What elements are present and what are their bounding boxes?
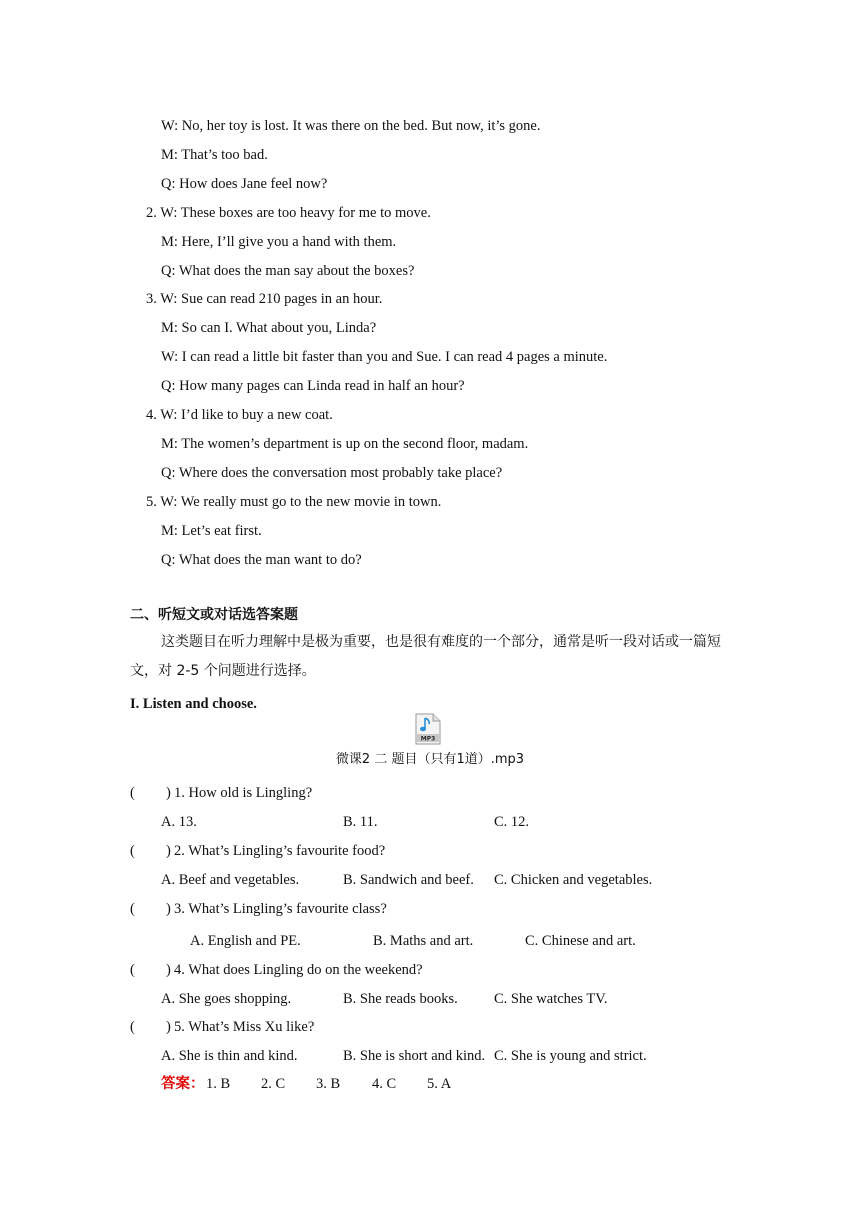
answer-bracket-close: ) <box>166 1019 171 1035</box>
answer-bracket-open: ( <box>130 962 135 978</box>
option-c: C. Chinese and art. <box>525 933 636 949</box>
dialogue-line: Q: How many pages can Linda read in half an hour? <box>161 378 465 394</box>
question-text: 5. What’s Miss Xu like? <box>174 1019 315 1035</box>
option-a: A. She goes shopping. <box>161 991 292 1007</box>
option-c: C. She watches TV. <box>494 991 608 1007</box>
option-a: A. 13. <box>161 814 197 830</box>
answer-bracket-open: ( <box>130 843 135 859</box>
option-c: C. Chicken and vegetables. <box>494 872 653 888</box>
answer-bracket-open: ( <box>130 785 135 801</box>
option-c: C. She is young and strict. <box>494 1048 647 1064</box>
dialogue-line: W: I can read a little bit faster than you and Sue. I can read 4 pages a minute. <box>161 349 608 365</box>
question-text: 4. What does Lingling do on the weekend? <box>174 962 423 978</box>
dialogue-line: M: Here, I’ll give you a hand with them. <box>161 234 397 250</box>
dialogue-line: 2. W: These boxes are too heavy for me to move. <box>146 205 431 221</box>
option-b: B. 11. <box>343 814 378 830</box>
dialogue-line: 5. W: We really must go to the new movie in town. <box>146 494 442 510</box>
dialogue-line: Q: What does the man say about the boxes? <box>161 263 415 279</box>
answer-item: 4. C <box>372 1076 397 1092</box>
answer-bracket-open: ( <box>130 1019 135 1035</box>
section-subheading: I. Listen and choose. <box>130 696 257 712</box>
question-text: 1. How old is Lingling? <box>174 785 313 801</box>
option-b: B. Sandwich and beef. <box>343 872 474 888</box>
option-b: B. She reads books. <box>343 991 458 1007</box>
dialogue-line: 4. W: I’d like to buy a new coat. <box>146 407 333 423</box>
answer-bracket-close: ) <box>166 962 171 978</box>
answer-item: 1. B <box>206 1076 231 1092</box>
answer-item: 2. C <box>261 1076 286 1092</box>
dialogue-line: M: So can I. What about you, Linda? <box>161 320 377 336</box>
answer-bracket-close: ) <box>166 843 171 859</box>
answer-bracket-open: ( <box>130 901 135 917</box>
answer-label: 答案： <box>161 1076 205 1092</box>
section-paragraph: 这类题目在听力理解中是极为重要，也是很有难度的一个部分，通常是听一段对话或一篇短文，对 2-5 个问题进行选择。 <box>130 634 721 679</box>
option-b: B. Maths and art. <box>373 933 474 949</box>
option-b: B. She is short and kind. <box>343 1048 486 1064</box>
attachment-caption[interactable]: 微课2 二 题目（只有1道）.mp3 <box>335 752 525 767</box>
dialogue-line: Q: What does the man want to do? <box>161 552 362 568</box>
mp3-icon-label: MP3 <box>420 735 436 743</box>
answer-bracket-close: ) <box>166 785 171 801</box>
dialogue-line: M: Let’s eat first. <box>161 523 262 539</box>
dialogue-line: Q: Where does the conversation most probably take place? <box>161 465 503 481</box>
answer-item: 3. B <box>316 1076 341 1092</box>
question-text: 3. What’s Lingling’s favourite class? <box>174 901 387 917</box>
answer-item: 5. A <box>427 1076 452 1092</box>
mp3-file-icon[interactable] <box>414 713 442 745</box>
option-a: A. English and PE. <box>190 933 301 949</box>
option-a: A. She is thin and kind. <box>161 1048 298 1064</box>
answer-bracket-close: ) <box>166 901 171 917</box>
question-text: 2. What’s Lingling’s favourite food? <box>174 843 386 859</box>
dialogue-line: Q: How does Jane feel now? <box>161 176 328 192</box>
option-c: C. 12. <box>494 814 530 830</box>
dialogue-line: 3. W: Sue can read 210 pages in an hour. <box>146 291 383 307</box>
dialogue-line: M: The women’s department is up on the second floor, madam. <box>161 436 529 452</box>
section-heading: 二、听短文或对话选答案题 <box>130 607 298 623</box>
dialogue-line: W: No, her toy is lost. It was there on the bed. But now, it’s gone. <box>161 118 541 134</box>
dialogue-line: M: That’s too bad. <box>161 147 268 163</box>
option-a: A. Beef and vegetables. <box>161 872 300 888</box>
